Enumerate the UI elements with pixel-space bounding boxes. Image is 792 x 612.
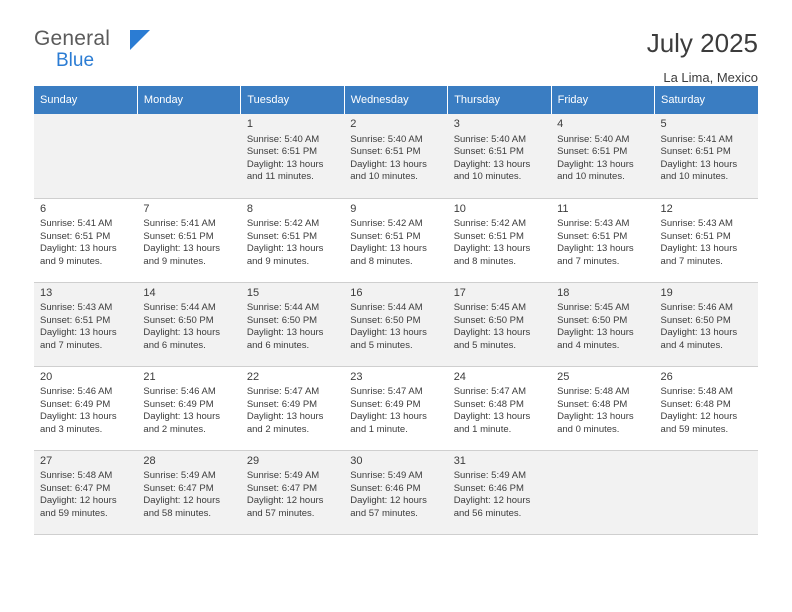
calendar-day-cell[interactable]: [34, 366, 137, 450]
calendar-day-cell[interactable]: [241, 366, 344, 450]
sunset-text: Sunset: 6:51 PM: [660, 146, 731, 158]
day-number: 8: [246, 202, 253, 215]
sunset-text: Sunset: 6:51 PM: [557, 230, 628, 242]
general-blue-logo: [34, 28, 154, 74]
page-header: [34, 0, 758, 85]
sunset-text: Sunset: 6:48 PM: [557, 398, 628, 410]
daylight-text: Daylight: 13 hours: [557, 243, 634, 255]
day-number: 16: [350, 286, 363, 299]
calendar-day-cell[interactable]: [655, 198, 758, 282]
calendar-day-cell[interactable]: [551, 366, 654, 450]
daylight-text: Daylight: 13 hours: [557, 158, 634, 170]
daylight-text: Daylight: 12 hours: [40, 495, 117, 507]
sunrise-text: Sunrise: 5:43 AM: [660, 218, 733, 230]
calendar-day-cell[interactable]: [655, 282, 758, 366]
daylight-text: and 57 minutes.: [246, 507, 315, 519]
day-number: 31: [453, 454, 466, 467]
sunset-text: Sunset: 6:50 PM: [350, 314, 421, 326]
calendar-table: [34, 86, 758, 535]
daylight-text: and 5 minutes.: [453, 339, 517, 351]
daylight-text: Daylight: 13 hours: [350, 411, 427, 423]
day-number: 15: [246, 286, 260, 299]
day-number: 13: [40, 286, 53, 299]
daylight-text: and 11 minutes.: [246, 171, 314, 183]
calendar-empty-cell: [551, 450, 654, 534]
daylight-text: and 1 minute.: [453, 423, 512, 435]
sunrise-text: Sunrise: 5:47 AM: [453, 386, 527, 398]
daylight-text: Daylight: 13 hours: [350, 327, 427, 339]
daylight-text: and 10 minutes.: [660, 171, 729, 183]
sunrise-text: Sunrise: 5:42 AM: [453, 218, 527, 230]
calendar-day-cell[interactable]: [448, 198, 551, 282]
daylight-text: and 56 minutes.: [453, 507, 522, 519]
daylight-text: and 10 minutes.: [453, 171, 522, 183]
daylight-text: Daylight: 13 hours: [40, 243, 117, 255]
daylight-text: and 58 minutes.: [143, 507, 212, 519]
daylight-text: Daylight: 13 hours: [453, 158, 531, 170]
sunset-text: Sunset: 6:51 PM: [246, 146, 318, 158]
sunrise-text: Sunrise: 5:42 AM: [350, 218, 423, 230]
sunrise-text: Sunrise: 5:45 AM: [557, 302, 630, 314]
day-number: 10: [453, 202, 466, 215]
sunset-text: Sunset: 6:51 PM: [453, 146, 524, 158]
sunrise-text: Sunrise: 5:43 AM: [40, 302, 113, 314]
daylight-text: Daylight: 13 hours: [660, 327, 738, 339]
daylight-text: Daylight: 12 hours: [246, 495, 324, 507]
logo-text-general: General: [34, 27, 111, 50]
day-number: 19: [660, 286, 673, 299]
day-number: 24: [453, 370, 466, 383]
day-number: 21: [143, 370, 156, 383]
daylight-text: and 7 minutes.: [660, 255, 723, 267]
sunset-text: Sunset: 6:46 PM: [350, 482, 421, 494]
sunset-text: Sunset: 6:51 PM: [40, 230, 111, 242]
sunrise-text: Sunrise: 5:44 AM: [350, 302, 423, 314]
sunrise-text: Sunrise: 5:41 AM: [143, 218, 216, 230]
weekday-header-thursday: Thursday: [448, 86, 551, 114]
daylight-text: and 0 minutes.: [557, 423, 620, 435]
day-number: 25: [557, 370, 570, 383]
daylight-text: and 8 minutes.: [453, 255, 517, 267]
daylight-text: Daylight: 13 hours: [557, 327, 634, 339]
sunrise-text: Sunrise: 5:40 AM: [453, 133, 527, 145]
sunset-text: Sunset: 6:46 PM: [453, 482, 524, 494]
weekday-header-monday: Monday: [137, 86, 240, 114]
daylight-text: Daylight: 13 hours: [40, 327, 117, 339]
daylight-text: and 3 minutes.: [40, 423, 103, 435]
calendar-day-cell[interactable]: [137, 282, 240, 366]
daylight-text: and 5 minutes.: [350, 339, 413, 351]
daylight-text: and 57 minutes.: [350, 507, 418, 519]
daylight-text: Daylight: 12 hours: [350, 495, 427, 507]
day-number: 30: [350, 454, 363, 467]
calendar-day-cell[interactable]: [655, 366, 758, 450]
daylight-text: Daylight: 13 hours: [246, 158, 324, 170]
sunset-text: Sunset: 6:49 PM: [40, 398, 111, 410]
sunrise-text: Sunrise: 5:42 AM: [246, 218, 320, 230]
sunrise-text: Sunrise: 5:44 AM: [246, 302, 320, 314]
sunrise-text: Sunrise: 5:49 AM: [143, 470, 216, 482]
sunset-text: Sunset: 6:49 PM: [350, 398, 421, 410]
day-number: 12: [660, 202, 673, 215]
daylight-text: Daylight: 13 hours: [453, 327, 531, 339]
sunrise-text: Sunrise: 5:48 AM: [660, 386, 733, 398]
day-number: 29: [246, 454, 260, 467]
sunset-text: Sunset: 6:50 PM: [246, 314, 318, 326]
sunrise-text: Sunrise: 5:41 AM: [660, 133, 733, 145]
sunrise-text: Sunrise: 5:47 AM: [246, 386, 320, 398]
day-number: 2: [350, 118, 357, 130]
daylight-text: Daylight: 13 hours: [660, 158, 738, 170]
calendar-week-row: [34, 198, 758, 282]
sunrise-text: Sunrise: 5:40 AM: [350, 133, 423, 145]
day-number: 7: [143, 202, 150, 215]
daylight-text: and 59 minutes.: [660, 423, 729, 435]
calendar-week-row: [34, 366, 758, 450]
daylight-text: and 9 minutes.: [143, 255, 206, 267]
daylight-text: and 4 minutes.: [557, 339, 620, 351]
weekday-header-tuesday: Tuesday: [241, 86, 344, 114]
calendar-empty-cell: [137, 114, 240, 198]
day-number: 9: [350, 202, 357, 215]
day-number: 14: [143, 286, 156, 299]
calendar-day-cell[interactable]: [551, 282, 654, 366]
daylight-text: and 2 minutes.: [246, 423, 310, 435]
daylight-text: Daylight: 13 hours: [557, 411, 634, 423]
daylight-text: and 8 minutes.: [350, 255, 413, 267]
logo-triangle-icon: [130, 30, 150, 50]
day-number: 11: [557, 202, 569, 215]
calendar-body: [34, 114, 758, 534]
daylight-text: Daylight: 13 hours: [453, 243, 531, 255]
sunset-text: Sunset: 6:48 PM: [453, 398, 524, 410]
daylight-text: and 7 minutes.: [557, 255, 620, 267]
sunrise-text: Sunrise: 5:46 AM: [143, 386, 216, 398]
sunset-text: Sunset: 6:49 PM: [246, 398, 318, 410]
daylight-text: Daylight: 13 hours: [350, 243, 427, 255]
weekday-header-saturday: Saturday: [655, 86, 758, 114]
daylight-text: and 4 minutes.: [660, 339, 723, 351]
daylight-text: Daylight: 13 hours: [453, 411, 531, 423]
calendar-day-cell[interactable]: [137, 366, 240, 450]
daylight-text: Daylight: 12 hours: [453, 495, 531, 507]
day-number: 26: [660, 370, 673, 383]
sunset-text: Sunset: 6:47 PM: [40, 482, 111, 494]
calendar-day-cell[interactable]: [344, 450, 447, 534]
daylight-text: Daylight: 13 hours: [660, 243, 738, 255]
daylight-text: Daylight: 13 hours: [40, 411, 117, 423]
calendar-day-cell[interactable]: [241, 450, 344, 534]
sunrise-text: Sunrise: 5:48 AM: [557, 386, 630, 398]
sunset-text: Sunset: 6:51 PM: [40, 314, 111, 326]
sunset-text: Sunset: 6:50 PM: [143, 314, 214, 326]
calendar-day-cell[interactable]: [34, 450, 137, 534]
day-number: 23: [350, 370, 363, 383]
daylight-text: Daylight: 13 hours: [143, 327, 220, 339]
title-block: [647, 28, 758, 85]
daylight-text: Daylight: 13 hours: [246, 411, 324, 423]
daylight-text: and 59 minutes.: [40, 507, 108, 519]
daylight-text: and 10 minutes.: [350, 171, 418, 183]
sunset-text: Sunset: 6:51 PM: [350, 230, 421, 242]
page-title: July 2025: [646, 28, 758, 58]
calendar-empty-cell: [34, 114, 137, 198]
daylight-text: Daylight: 13 hours: [246, 327, 324, 339]
sunset-text: Sunset: 6:50 PM: [453, 314, 524, 326]
sunset-text: Sunset: 6:49 PM: [143, 398, 214, 410]
calendar-day-cell[interactable]: [448, 366, 551, 450]
sunrise-text: Sunrise: 5:43 AM: [557, 218, 630, 230]
daylight-text: and 2 minutes.: [143, 423, 206, 435]
calendar-day-cell[interactable]: [241, 282, 344, 366]
day-number: 6: [40, 202, 47, 215]
calendar-day-cell[interactable]: [551, 114, 654, 198]
calendar-day-cell[interactable]: [551, 198, 654, 282]
sunrise-text: Sunrise: 5:48 AM: [40, 470, 113, 482]
calendar-day-cell[interactable]: [344, 114, 447, 198]
sunset-text: Sunset: 6:51 PM: [350, 146, 421, 158]
daylight-text: Daylight: 13 hours: [143, 243, 220, 255]
calendar-day-cell[interactable]: [137, 450, 240, 534]
calendar-week-row: [34, 450, 758, 534]
daylight-text: and 9 minutes.: [40, 255, 103, 267]
weekday-header-sunday: Sunday: [34, 86, 137, 114]
daylight-text: and 7 minutes.: [40, 339, 103, 351]
sunrise-text: Sunrise: 5:41 AM: [40, 218, 113, 230]
sunrise-text: Sunrise: 5:49 AM: [453, 470, 527, 482]
daylight-text: Daylight: 13 hours: [143, 411, 220, 423]
calendar-day-cell[interactable]: [34, 282, 137, 366]
calendar-day-cell[interactable]: [448, 114, 551, 198]
sunset-text: Sunset: 6:51 PM: [557, 146, 628, 158]
sunset-text: Sunset: 6:50 PM: [660, 314, 731, 326]
daylight-text: Daylight: 12 hours: [143, 495, 220, 507]
day-number: 27: [40, 454, 53, 467]
daylight-text: and 10 minutes.: [557, 171, 625, 183]
calendar-day-cell[interactable]: [34, 198, 137, 282]
day-number: 5: [660, 118, 667, 130]
calendar-day-cell[interactable]: [448, 282, 551, 366]
calendar-week-row: [34, 282, 758, 366]
calendar-day-cell[interactable]: [448, 450, 551, 534]
day-number: 1: [246, 118, 253, 130]
sunset-text: Sunset: 6:48 PM: [660, 398, 731, 410]
sunset-text: Sunset: 6:51 PM: [660, 230, 731, 242]
daylight-text: Daylight: 13 hours: [350, 158, 427, 170]
logo-text-blue: Blue: [56, 50, 95, 71]
calendar-empty-cell: [655, 450, 758, 534]
sunrise-text: Sunrise: 5:40 AM: [557, 133, 630, 145]
sunrise-text: Sunrise: 5:47 AM: [350, 386, 423, 398]
weekday-header-wednesday: Wednesday: [344, 86, 447, 114]
day-number: 22: [246, 370, 260, 383]
day-number: 18: [557, 286, 570, 299]
calendar-day-cell[interactable]: [137, 198, 240, 282]
calendar-day-cell[interactable]: [655, 114, 758, 198]
sunset-text: Sunset: 6:47 PM: [143, 482, 214, 494]
calendar-day-cell[interactable]: [241, 198, 344, 282]
sunset-text: Sunset: 6:51 PM: [246, 230, 318, 242]
page-subtitle-location: La Lima, Mexico: [663, 70, 758, 85]
calendar-day-cell[interactable]: [241, 114, 344, 198]
weekday-header-friday: Friday: [551, 86, 654, 114]
day-number: 4: [557, 118, 564, 130]
daylight-text: and 6 minutes.: [246, 339, 310, 351]
daylight-text: and 9 minutes.: [246, 255, 310, 267]
sunrise-text: Sunrise: 5:45 AM: [453, 302, 527, 314]
calendar-day-cell[interactable]: [344, 282, 447, 366]
calendar-header-row: [34, 86, 758, 114]
sunset-text: Sunset: 6:51 PM: [143, 230, 214, 242]
sunset-text: Sunset: 6:50 PM: [557, 314, 628, 326]
sunrise-text: Sunrise: 5:49 AM: [350, 470, 423, 482]
daylight-text: Daylight: 12 hours: [660, 411, 738, 423]
daylight-text: and 6 minutes.: [143, 339, 206, 351]
daylight-text: Daylight: 13 hours: [246, 243, 324, 255]
daylight-text: and 1 minute.: [350, 423, 408, 435]
sunset-text: Sunset: 6:51 PM: [453, 230, 524, 242]
sunrise-text: Sunrise: 5:49 AM: [246, 470, 320, 482]
calendar-day-cell[interactable]: [344, 366, 447, 450]
sunrise-text: Sunrise: 5:44 AM: [143, 302, 216, 314]
sunset-text: Sunset: 6:47 PM: [246, 482, 318, 494]
day-number: 3: [453, 118, 460, 130]
day-number: 28: [143, 454, 156, 467]
sunrise-text: Sunrise: 5:46 AM: [660, 302, 733, 314]
sunrise-text: Sunrise: 5:46 AM: [40, 386, 113, 398]
calendar-week-row: [34, 114, 758, 198]
day-number: 20: [40, 370, 53, 383]
calendar-day-cell[interactable]: [344, 198, 447, 282]
sunrise-text: Sunrise: 5:40 AM: [246, 133, 320, 145]
day-number: 17: [453, 286, 466, 299]
